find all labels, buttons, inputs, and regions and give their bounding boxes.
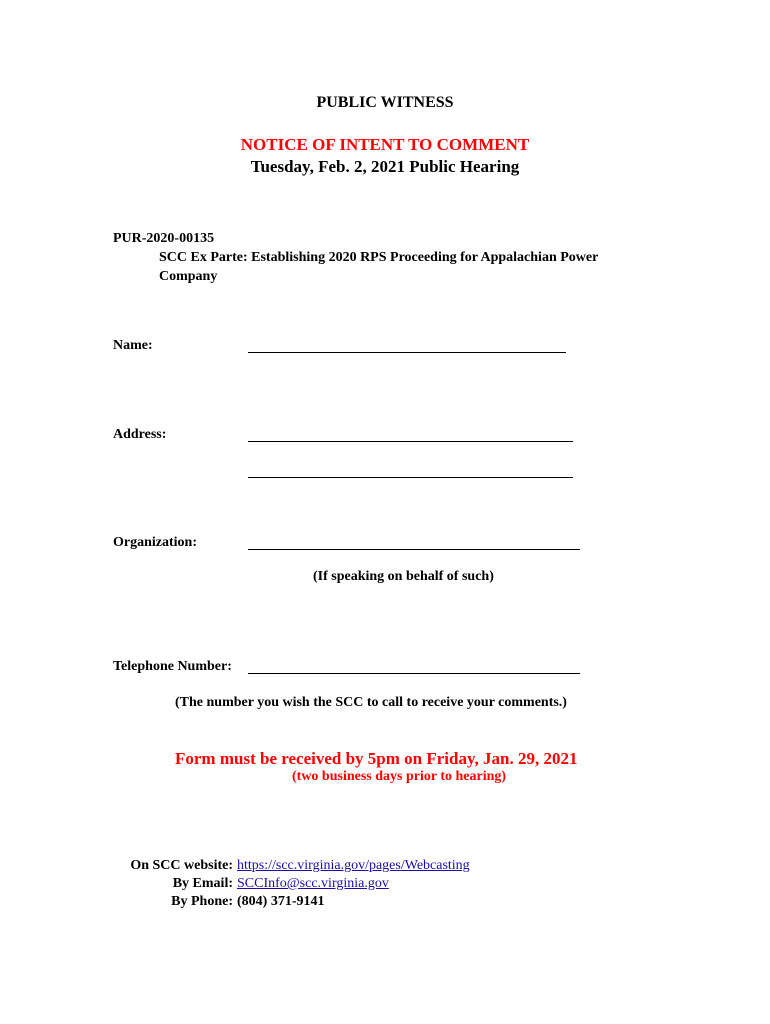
phone-contact-value: (804) 371-9141 <box>237 894 325 909</box>
deadline-notice: Form must be received by 5pm on Friday, Jan. 29, 2021 <box>175 749 578 768</box>
case-description: SCC Ex Parte: Establishing 2020 RPS Proceeding for Appalachian Power Company <box>159 250 599 284</box>
organization-note: (If speaking on behalf of such) <box>313 569 494 584</box>
notice-heading: NOTICE OF INTENT TO COMMENT <box>240 135 530 154</box>
deadline-note: (two business days prior to hearing) <box>292 769 507 784</box>
telephone-note: (The number you wish the SCC to call to receive your comments.) <box>175 695 567 710</box>
organization-label: Organization: <box>113 535 197 550</box>
name-label: Name: <box>113 338 153 353</box>
address-field-line-1[interactable] <box>248 441 573 442</box>
case-number: PUR-2020-00135 <box>113 231 215 246</box>
website-label: On SCC website: <box>130 858 233 873</box>
website-link[interactable]: https://scc.virginia.gov/pages/Webcasting <box>237 858 470 873</box>
telephone-label: Telephone Number: <box>113 659 232 674</box>
page-title: PUBLIC WITNESS <box>316 94 454 111</box>
address-field-line-2[interactable] <box>248 477 573 478</box>
organization-field[interactable] <box>248 549 580 550</box>
address-label: Address: <box>113 427 167 442</box>
phone-contact-label: By Phone: <box>171 894 233 909</box>
telephone-field[interactable] <box>248 673 580 674</box>
name-field[interactable] <box>248 352 566 353</box>
hearing-date: Tuesday, Feb. 2, 2021 Public Hearing <box>250 157 520 176</box>
email-link[interactable]: SCCInfo@scc.virginia.gov <box>237 876 389 891</box>
email-label: By Email: <box>172 876 233 891</box>
